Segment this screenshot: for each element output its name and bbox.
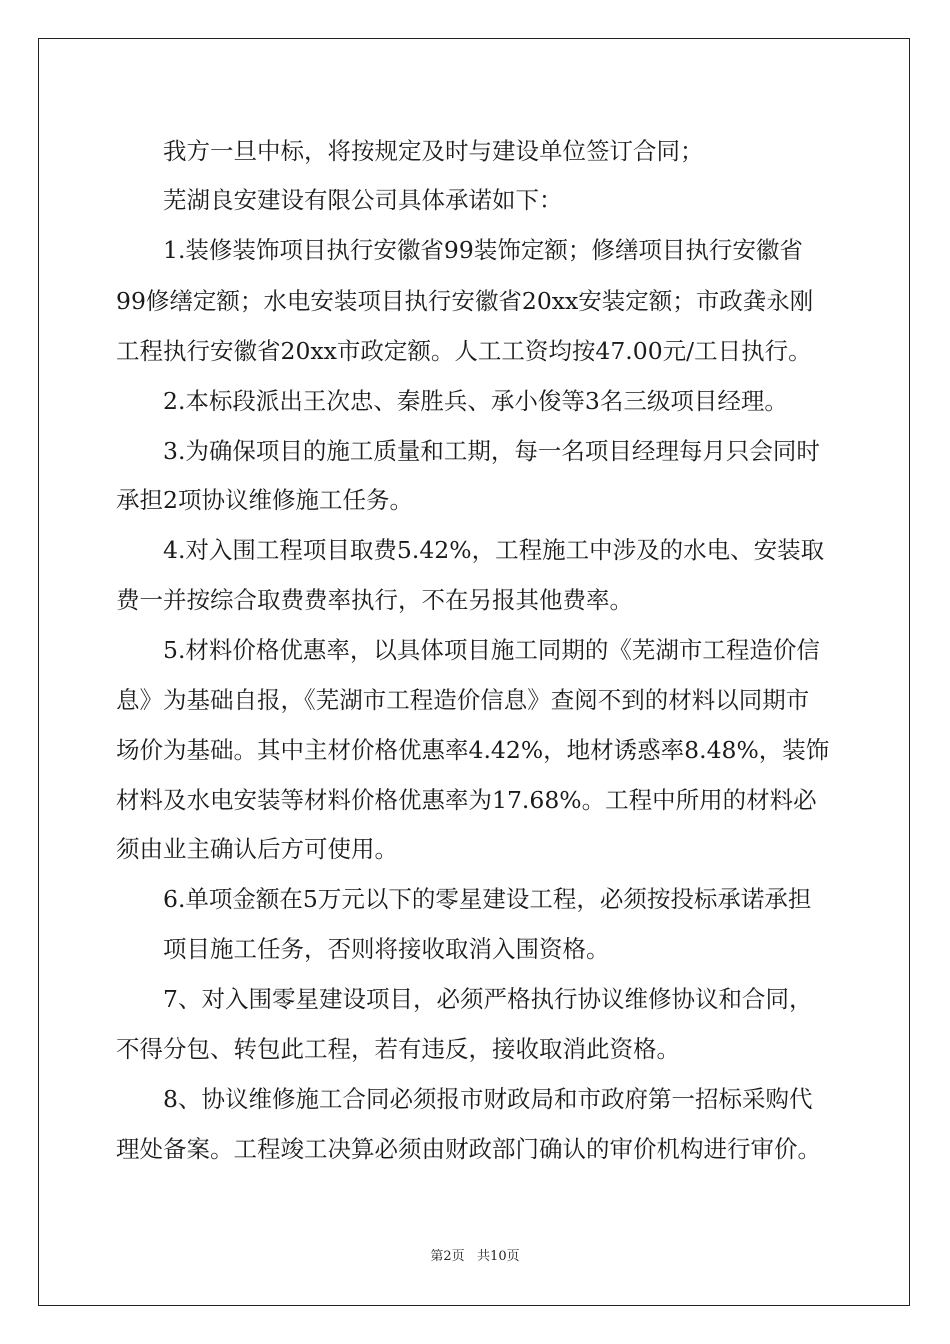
text-line: 3.为确保项目的施工质量和工期，每一名项目经理每月只会同时 xyxy=(163,437,820,465)
page-footer: 第2页 共10页 xyxy=(430,1249,520,1264)
text-line: 材料及水电安装等材料价格优惠率为17.68%。工程中所用的材料必 xyxy=(116,786,817,814)
text-line: 理处备案。工程竣工决算必须由财政部门确认的审价机构进行审价。 xyxy=(116,1135,821,1163)
text-line: 2.本标段派出王次忠、秦胜兵、承小俊等3名三级项目经理。 xyxy=(163,387,788,415)
text-line: 4.对入围工程项目取费5.42%，工程施工中涉及的水电、安装取 xyxy=(163,536,825,564)
text-line: 6.单项金额在5万元以下的零星建设工程，必须按投标承诺承担 xyxy=(163,885,812,913)
page-border xyxy=(38,38,910,1306)
text-line: 5.材料价格优惠率，以具体项目施工同期的《芜湖市工程造价信 xyxy=(163,636,820,664)
text-line: 7、对入围零星建设项目，必须严格执行协议维修协议和合同， xyxy=(163,985,813,1013)
text-line: 芜湖良安建设有限公司具体承诺如下： xyxy=(163,186,563,214)
text-line: 工程执行安徽省20xx市政定额。人工工资均按47.00元/工日执行。 xyxy=(116,337,812,365)
text-line: 8、协议维修施工合同必须报市财政局和市政府第一招标采购代 xyxy=(163,1085,813,1113)
text-line: 1.装修装饰项目执行安徽省99装饰定额；修缮项目执行安徽省 xyxy=(163,236,803,264)
text-line: 场价为基础。其中主材价格优惠率4.42%，地材诱惑率8.48%，装饰 xyxy=(116,736,830,764)
text-line: 息》为基础自报，《芜湖市工程造价信息》查阅不到的材料以同期市 xyxy=(116,686,810,714)
text-line: 费一并按综合取费费率执行，不在另报其他费率。 xyxy=(116,586,633,614)
text-line: 我方一旦中标，将按规定及时与建设单位签订合同； xyxy=(163,137,704,165)
text-line: 项目施工任务，否则将接收取消入围资格。 xyxy=(163,935,610,963)
text-line: 99修缮定额；水电安装项目执行安徽省20xx安装定额；市政龚永刚 xyxy=(116,287,814,315)
text-line: 须由业主确认后方可使用。 xyxy=(116,835,398,863)
text-line: 不得分包、转包此工程，若有违反，接收取消此资格。 xyxy=(116,1035,680,1063)
text-line: 承担2项协议维修施工任务。 xyxy=(116,486,413,514)
